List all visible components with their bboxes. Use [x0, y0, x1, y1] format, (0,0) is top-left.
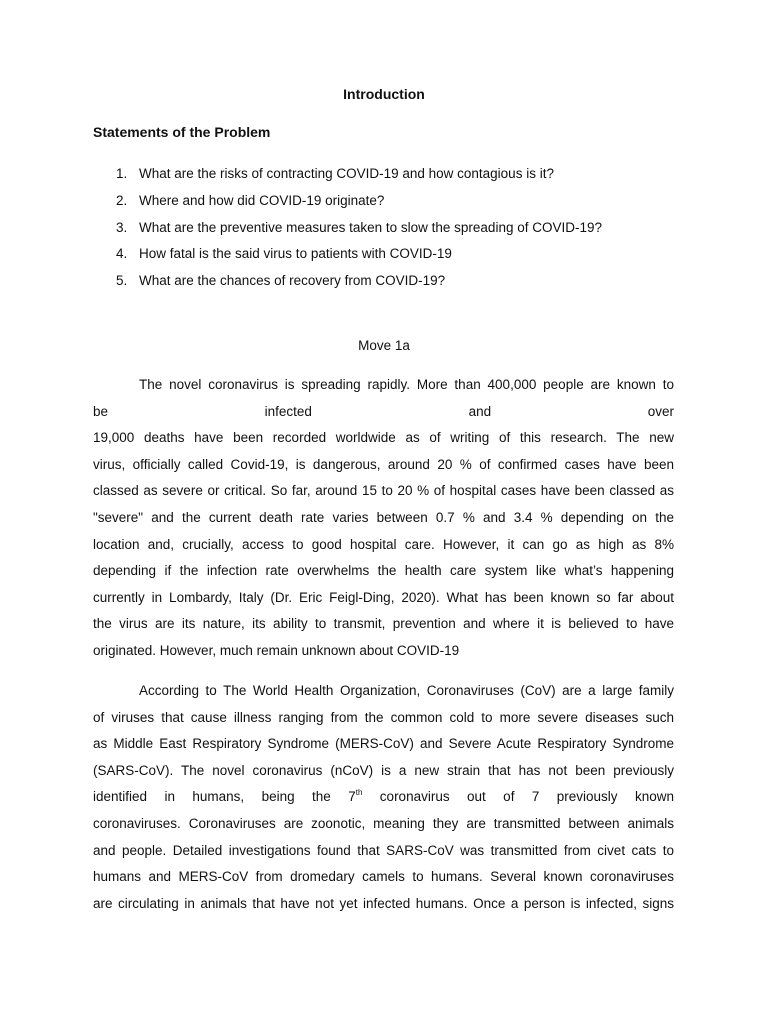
list-item-number: 3.	[116, 219, 128, 235]
list-item-text: Where and how did COVID-19 originate?	[139, 192, 385, 208]
paragraph-line: depending if the infection rate overwhelms the health care system like what’s happening	[93, 563, 674, 579]
list-item-text: How fatal is the said virus to patients with COVID-19	[139, 246, 452, 262]
paragraph-line: "severe" and the current death rate varies between 0.7 % and 3.4 % depending on the	[93, 509, 674, 525]
paragraph-line: 19,000 deaths have been recorded worldwide as of writing of this research. The new	[93, 430, 674, 446]
list-item-number: 1.	[116, 166, 128, 181]
paragraph-line: (SARS-CoV). The novel coronavirus (nCoV) is a new strain that has not been previously	[93, 762, 674, 778]
paragraph-line: as Middle East Respiratory Syndrome (MERS-CoV) and Severe Acute Respiratory Syndrome	[93, 736, 674, 752]
paragraph-line: humans and MERS-CoV from dromedary camels to humans. Several known coronaviruses	[93, 869, 674, 885]
list-item-text: What are the risks of contracting COVID-19 and how contagious is it?	[139, 166, 554, 181]
page-title: Introduction	[343, 86, 425, 102]
list-item	[93, 244, 693, 271]
paragraph-line	[93, 784, 674, 811]
section-heading: Statements of the Problem	[93, 124, 271, 140]
text-run: identified in humans, being the 7	[93, 789, 356, 805]
paragraph-line: classed as severe or critical. So far, around 15 to 20 % of hospital cases have been classed as	[93, 483, 674, 499]
paragraph-line: the virus are its nature, its ability to transmit, prevention and where it is believed to have	[93, 616, 674, 632]
paragraph-line: of viruses that cause illness ranging from the common cold to more severe diseases such	[93, 709, 674, 725]
paragraph-line: virus, officially called Covid-19, is dangerous, around 20 % of confirmed cases have been	[93, 456, 674, 472]
list-item-number: 5.	[116, 273, 128, 289]
body-paragraph-1	[93, 372, 674, 665]
list-item	[93, 271, 693, 298]
list-item	[93, 164, 693, 191]
text-run: coronavirus out of 7 previously known	[362, 789, 674, 805]
paragraph-line: currently in Lombardy, Italy (Dr. Eric Feigl-Ding, 2020). What has been known so far about	[93, 589, 674, 605]
paragraph-line: be infected and over	[93, 403, 674, 419]
paragraph-line: The novel coronavirus is spreading rapidly. More than 400,000 people are known to	[139, 377, 674, 392]
paragraph-line: According to The World Health Organization, Coronaviruses (CoV) are a large family	[139, 683, 674, 698]
paragraph-line: coronaviruses. Coronaviruses are zoonotic, meaning they are transmitted between animals	[93, 815, 674, 831]
paragraph-line: and people. Detailed investigations found that SARS-CoV was transmitted from civet cats to	[93, 842, 674, 858]
list-item-number: 2.	[116, 192, 128, 208]
body-paragraph-2	[93, 678, 674, 917]
move-label: Move 1a	[358, 338, 410, 353]
paragraph-line: are circulating in animals that have not yet infected humans. Once a person is infected, signs	[93, 895, 674, 911]
problem-list	[93, 164, 693, 298]
list-item	[93, 191, 693, 218]
paragraph-line: location and, crucially, access to good hospital care. However, it can go as high as 8%	[93, 536, 674, 552]
list-item-text: What are the preventive measures taken to slow the spreading of COVID-19?	[139, 219, 602, 235]
paragraph-line: originated. However, much remain unknown about COVID-19	[93, 642, 460, 658]
list-item-number: 4.	[116, 246, 128, 262]
list-item	[93, 218, 693, 245]
superscript: th	[355, 788, 363, 798]
list-item-text: What are the chances of recovery from COVID-19?	[139, 273, 446, 289]
